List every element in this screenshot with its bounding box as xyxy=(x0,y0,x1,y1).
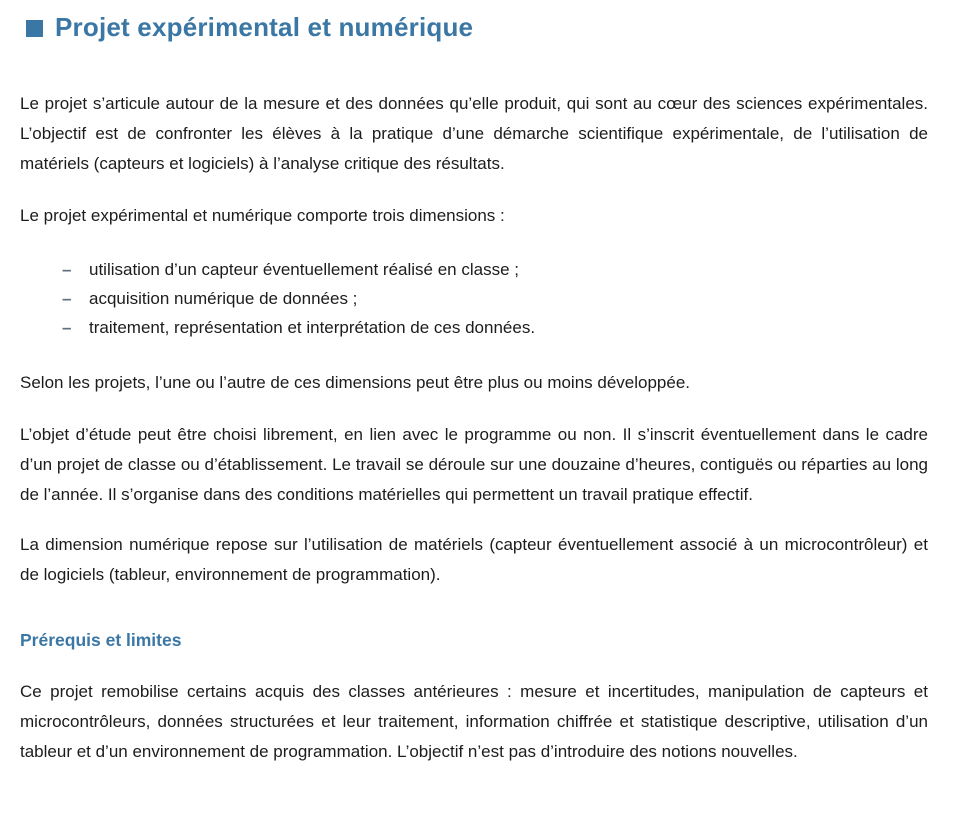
dimensions-intro-paragraph: Le projet expérimental et numérique comporte trois dimensions : xyxy=(20,206,505,225)
dimensions-note-paragraph: Selon les projets, l’une ou l’autre de ces dimensions peut être plus ou moins développée. xyxy=(20,373,691,392)
dash-bullet-icon: – xyxy=(62,289,72,308)
prerequisites-paragraph: Ce projet remobilise certains acquis des classes antérieures : mesure et incertitudes, manipulation de capteurs et microcontrôleurs, données structurées et leur traitement, information chiffrée et statistique descriptive, utilisation d’un tableur et d’un environnement de programmation. L’objectif n’est pas d’introduire des notions nouvelles. xyxy=(20,682,928,761)
prerequisites-heading: Prérequis et limites xyxy=(20,630,182,650)
intro-paragraph: Le projet s’articule autour de la mesure et des données qu’elle produit, qui sont au cœur des sciences expérimentales. L’objectif est de confronter les élèves à la pratique d’une démarche scientifique expérimentale, de l’utilisation de matériels (capteurs et logiciels) à l’analyse critique des résultats. xyxy=(20,94,928,173)
list-item xyxy=(62,284,928,313)
object-of-study-paragraph: L’objet d’étude peut être choisi librement, en lien avec le programme ou non. Il s’inscrit éventuellement dans le cadre d’un projet de classe ou d’établissement. Le travail se déroule sur une douzaine d’heures, contiguës ou réparties au long de l’année. Il s’organise dans des conditions matérielles qui permettent un travail pratique effectif. xyxy=(20,425,928,504)
dash-bullet-icon: – xyxy=(62,318,72,337)
list-item xyxy=(62,313,928,342)
dash-bullet-icon: – xyxy=(62,260,72,279)
list-item-text: traitement, représentation et interprétation de ces données. xyxy=(89,318,536,337)
page-title-text: Projet expérimental et numérique xyxy=(55,12,474,42)
list-item xyxy=(62,255,928,284)
list-item-text: acquisition numérique de données ; xyxy=(89,289,358,308)
title-square-icon xyxy=(26,20,43,37)
dimensions-list xyxy=(20,255,928,342)
list-item-text: utilisation d’un capteur éventuellement réalisé en classe ; xyxy=(89,260,519,279)
page-title xyxy=(26,12,928,43)
digital-dimension-paragraph: La dimension numérique repose sur l’utilisation de matériels (capteur éventuellement associé à un microcontrôleur) et de logiciels (tableur, environnement de programmation). xyxy=(20,535,928,584)
